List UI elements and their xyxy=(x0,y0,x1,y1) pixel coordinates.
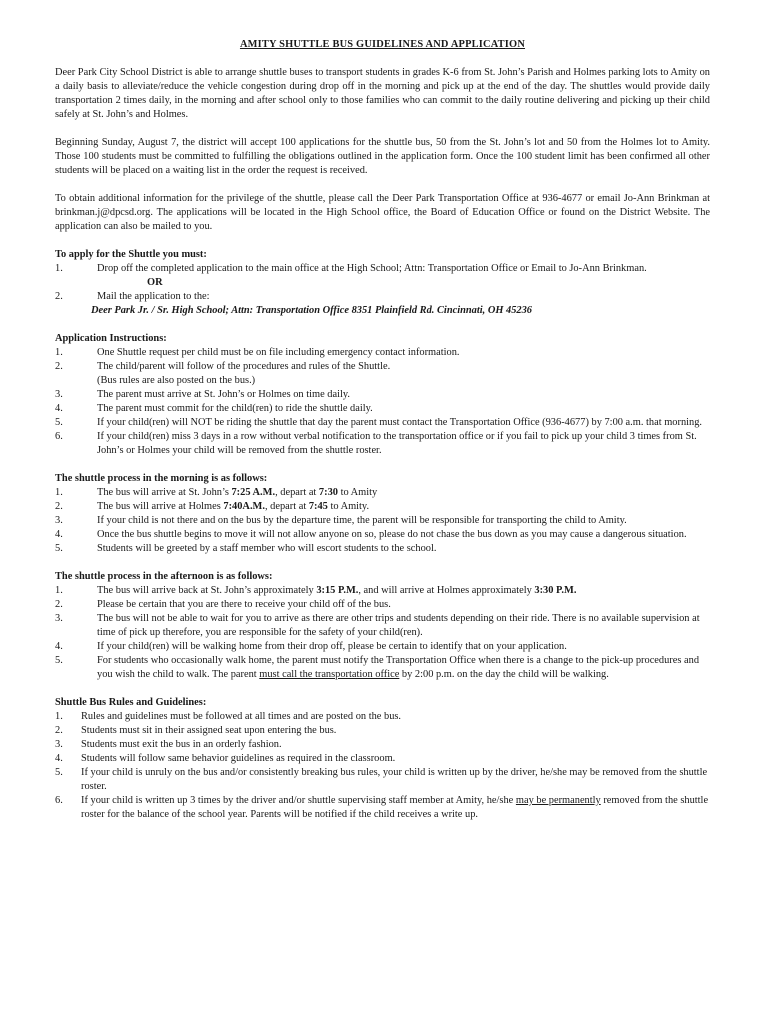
rules-list xyxy=(55,710,710,822)
morning-heading: The shuttle process in the morning is as follows: xyxy=(55,473,268,484)
document-page xyxy=(55,38,710,836)
list-item xyxy=(55,724,710,738)
list-item xyxy=(55,360,710,374)
list-item xyxy=(55,598,710,612)
item-text: The parent must arrive at St. John’s or Holmes on time daily. xyxy=(97,389,350,400)
list-item xyxy=(55,430,710,458)
or-separator: OR xyxy=(147,277,163,288)
item-text: For students who occasionally walk home, the parent must notify the Transportation Office when there is a change to the pick-up procedures and you wish the child to walk. The parent xyxy=(97,655,700,680)
list-item xyxy=(55,402,710,416)
item-number: 2. xyxy=(55,361,63,372)
item-number: 3. xyxy=(55,389,63,400)
item-text: Mail the application to the: xyxy=(97,291,210,302)
underlined-text: may be permanently xyxy=(515,795,601,806)
item-text: Students must sit in their assigned seat upon entering the bus. xyxy=(81,725,337,736)
arrival-time: 3:30 P.M. xyxy=(534,585,577,596)
afternoon-list xyxy=(55,584,710,682)
item-text: If your child is unruly on the bus and/or consistently breaking bus rules, your child is written up by the driver, he/she may be removed from the shuttle roster. xyxy=(81,767,708,792)
list-item xyxy=(55,752,710,766)
document-title: AMITY SHUTTLE BUS GUIDELINES AND APPLICATION xyxy=(239,39,526,50)
item-number: 5. xyxy=(55,767,63,778)
item-number: 5. xyxy=(55,655,63,666)
list-item xyxy=(55,374,710,388)
underlined-text: must call the transportation office xyxy=(259,669,400,680)
item-text: The child/parent will follow of the procedures and rules of the Shuttle. xyxy=(97,361,391,372)
applications-paragraph: Beginning Sunday, August 7, the district will accept 100 applications for the shuttle bus, 50 from the St. John’s lot and 50 from the Holmes lot to Amity. Those 100 students must be committed to fulfilling the obligations outlined in the application form. Once the 100 student limit has been confirmed all other students will be placed on a waiting list in the order the request is received. xyxy=(55,137,710,176)
item-text: The bus will arrive back at St. John’s approximately xyxy=(97,585,317,596)
item-number: 2. xyxy=(55,599,63,610)
list-item xyxy=(55,738,710,752)
instructions-list xyxy=(55,346,710,458)
departure-time: 7:30 xyxy=(318,487,338,498)
item-number: 1. xyxy=(55,347,63,358)
arrival-time: 7:25 A.M. xyxy=(231,487,276,498)
list-item xyxy=(55,514,710,528)
item-number: 3. xyxy=(55,739,63,750)
item-number: 4. xyxy=(55,403,63,414)
item-number: 5. xyxy=(55,417,63,428)
list-item xyxy=(55,346,710,360)
list-item xyxy=(55,528,710,542)
item-number: 2. xyxy=(55,291,63,302)
afternoon-heading: The shuttle process in the afternoon is as follows: xyxy=(55,571,273,582)
list-item xyxy=(55,710,710,724)
item-text: One Shuttle request per child must be on file including emergency contact information. xyxy=(97,347,460,358)
list-item xyxy=(55,654,710,682)
list-item xyxy=(55,500,710,514)
item-text: Rules and guidelines must be followed at all times and are posted on the bus. xyxy=(81,711,402,722)
departure-time: 7:45 xyxy=(308,501,328,512)
item-text: , depart at xyxy=(275,487,319,498)
item-text: If your child(ren) miss 3 days in a row without verbal notification to the transportation office or if you fail to pick up your child 3 times from St. John’s or Holmes your child will be removed from the shuttle roster. xyxy=(97,431,697,456)
item-text: removed from the shuttle roster for the balance of the school year. Parents will be notified if the child receives a write up. xyxy=(81,795,709,820)
instructions-heading: Application Instructions: xyxy=(55,333,167,344)
item-number: 1. xyxy=(55,487,63,498)
item-text: Once the bus shuttle begins to move it will not allow anyone on so, please do not chase the bus down as you may cause a dangerous situation. xyxy=(97,529,687,540)
item-number: 6. xyxy=(55,795,63,806)
list-item xyxy=(55,486,710,500)
intro-paragraph: Deer Park City School District is able to arrange shuttle buses to transport students in grades K-6 from St. John’s Parish and Holmes parking lots to Amity on a daily basis to alleviate/reduce the vehicle congestion during drop off in the morning and pick up at the end of the day. The shuttles would provide daily transportation 2 times daily, in the morning and after school only to those families who can commit to the daily routine delivering and picking up their child safely at St. John’s and Holmes. xyxy=(55,67,710,120)
item-text: The parent must commit for the child(ren) to ride the shuttle daily. xyxy=(97,403,373,414)
mailing-address: Deer Park Jr. / Sr. High School; Attn: Transportation Office 8351 Plainfield Rd. Cincinnati, OH 45236 xyxy=(91,305,532,316)
item-text: , and will arrive at Holmes approximately xyxy=(358,585,535,596)
item-text: The bus will arrive at St. John’s xyxy=(97,487,232,498)
item-number: 2. xyxy=(55,725,63,736)
list-item xyxy=(55,640,710,654)
item-text: The bus will arrive at Holmes xyxy=(97,501,224,512)
item-number: 6. xyxy=(55,431,63,442)
rules-heading: Shuttle Bus Rules and Guidelines: xyxy=(55,697,207,708)
contact-paragraph: To obtain additional information for the privilege of the shuttle, please call the Deer Park Transportation Office at 936-4677 or email Jo-Ann Brinkman at brinkman.j@dpcsd.org. The applications will be located in the High School office, the Board of Education Office or found on the District Website. The application can also be mailed to you. xyxy=(55,193,710,232)
apply-heading: To apply for the Shuttle you must: xyxy=(55,249,207,260)
item-number: 2. xyxy=(55,501,63,512)
list-item xyxy=(55,262,710,276)
item-text: Students must exit the bus in an orderly fashion. xyxy=(81,739,282,750)
item-text: (Bus rules are also posted on the bus.) xyxy=(97,375,256,386)
item-text: Drop off the completed application to the main office at the High School; Attn: Transportation Office or Email to Jo-Ann Brinkman. xyxy=(97,263,647,274)
item-text: to Amity. xyxy=(327,501,370,512)
item-text: Students will be greeted by a staff member who will escort students to the school. xyxy=(97,543,437,554)
arrival-time: 3:15 P.M. xyxy=(316,585,359,596)
item-number: 1. xyxy=(55,585,63,596)
item-text: If your child is not there and on the bus by the departure time, the parent will be responsible for transporting the child to Amity. xyxy=(97,515,627,526)
item-text: Students will follow same behavior guidelines as required in the classroom. xyxy=(81,753,396,764)
apply-list xyxy=(55,262,710,318)
item-number: 3. xyxy=(55,613,63,624)
item-text: If your child is written up 3 times by the driver and/or shuttle supervising staff member at Amity, he/she xyxy=(81,795,516,806)
item-text: If your child(ren) will be walking home from their drop off, please be certain to identify that on your application. xyxy=(97,641,567,652)
item-text: to Amity xyxy=(337,487,378,498)
item-text: Please be certain that you are there to receive your child off of the bus. xyxy=(97,599,391,610)
item-number: 1. xyxy=(55,711,63,722)
item-number: 5. xyxy=(55,543,63,554)
list-item xyxy=(55,584,710,598)
list-item xyxy=(55,612,710,640)
list-item xyxy=(55,388,710,402)
item-text: If your child(ren) will NOT be riding the shuttle that day the parent must contact the Transportation Office (936-4677) by 7:00 a.m. that morning. xyxy=(97,417,703,428)
morning-list xyxy=(55,486,710,556)
item-number: 1. xyxy=(55,263,63,274)
list-item xyxy=(55,766,710,794)
item-number: 4. xyxy=(55,641,63,652)
item-text: , depart at xyxy=(264,501,309,512)
item-text: by 2:00 p.m. on the day the child will be walking. xyxy=(399,669,609,680)
list-item xyxy=(55,794,710,822)
arrival-time: 7:40A.M. xyxy=(223,501,265,512)
item-text: The bus will not be able to wait for you to arrive as there are other trips and students depending on their ride. There is no available supervision at time of pick up therefore, you are responsible for the safety of your child(ren). xyxy=(97,613,700,638)
list-item xyxy=(55,542,710,556)
item-number: 4. xyxy=(55,529,63,540)
list-item xyxy=(55,416,710,430)
item-number: 4. xyxy=(55,753,63,764)
list-item xyxy=(55,290,710,304)
item-number: 3. xyxy=(55,515,63,526)
